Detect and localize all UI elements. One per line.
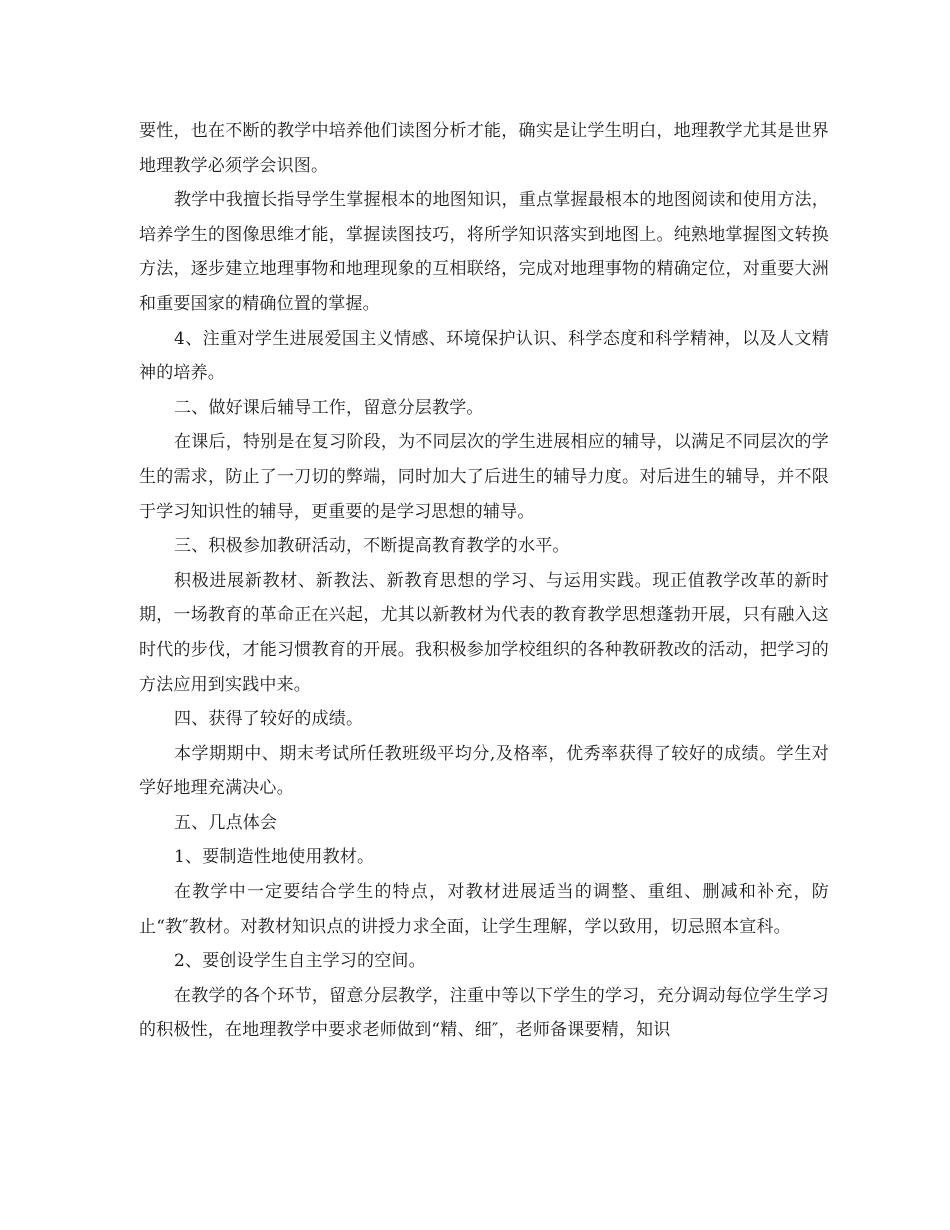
subsection-heading: 2、要创设学生自主学习的空间。: [174, 951, 426, 972]
section-heading: 五、几点体会: [174, 812, 278, 833]
section-heading: 三、积极参加教研活动，不断提高教育教学的水平。: [174, 536, 570, 557]
paragraph: 教学中我擅长指导学生掌握根本的地图知识，重点掌握最根本的地图阅读和使用方法，培养学生的图像思维才能，掌握读图技巧，将所学知识落实到地图上。纯熟地掌握图文转换方法，逐步建立地理事物和地理现象的互相联络，完成对地理事物的精确定位，对重要大洲和重要国家的精确位置的掌握。: [139, 190, 829, 314]
section-heading: 二、做好课后辅导工作，留意分层教学。: [174, 397, 484, 418]
paragraph: 积极进展新教材、新教法、新教育思想的学习、与运用实践。现正值教学改革的新时期，一场教育的革命正在兴起，尤其以新教材为代表的教育教学思想蓬勃开展，只有融入这时代的步伐，才能习惯教育的开展。我积极参加学校组织的各种教研教改的活动，把学习的方法应用到实践中来。: [139, 570, 829, 695]
document-body: [139, 114, 829, 1048]
paragraph: 要性，也在不断的教学中培养他们读图分析才能，确实是让学生明白，地理教学尤其是世界地理教学必须学会识图。: [139, 121, 829, 176]
paragraph: 本学期期中、期末考试所任教班级平均分,及格率，优秀率获得了较好的成绩。学生对学好地理充满决心。: [139, 743, 829, 799]
subsection-heading: 1、要制造性地使用教材。: [174, 847, 375, 868]
paragraph: 4、注重对学生进展爱国主义情感、环境保护认识、科学态度和科学精神，以及人文精神的培养。: [139, 328, 829, 384]
paragraph: 在教学的各个环节，留意分层教学，注重中等以下学生的学习，充分调动每位学生学习的积极性，在地理教学中要求老师做到“精、细″，老师备课要精，知识: [139, 985, 829, 1041]
paragraph: 在教学中一定要结合学生的特点，对教材进展适当的调整、重组、删减和补充，防止“教″教材。对教材知识点的讲授力求全面，让学生理解，学以致用，切忌照本宣科。: [139, 882, 829, 937]
section-heading: 四、获得了较好的成绩。: [174, 709, 364, 730]
paragraph: 在课后，特别是在复习阶段，为不同层次的学生进展相应的辅导，以满足不同层次的学生的需求，防止了一刀切的弊端，同时加大了后进生的辅导力度。对后进生的辅导，并不限于学习知识性的辅导，更重要的是学习思想的辅导。: [139, 432, 829, 522]
